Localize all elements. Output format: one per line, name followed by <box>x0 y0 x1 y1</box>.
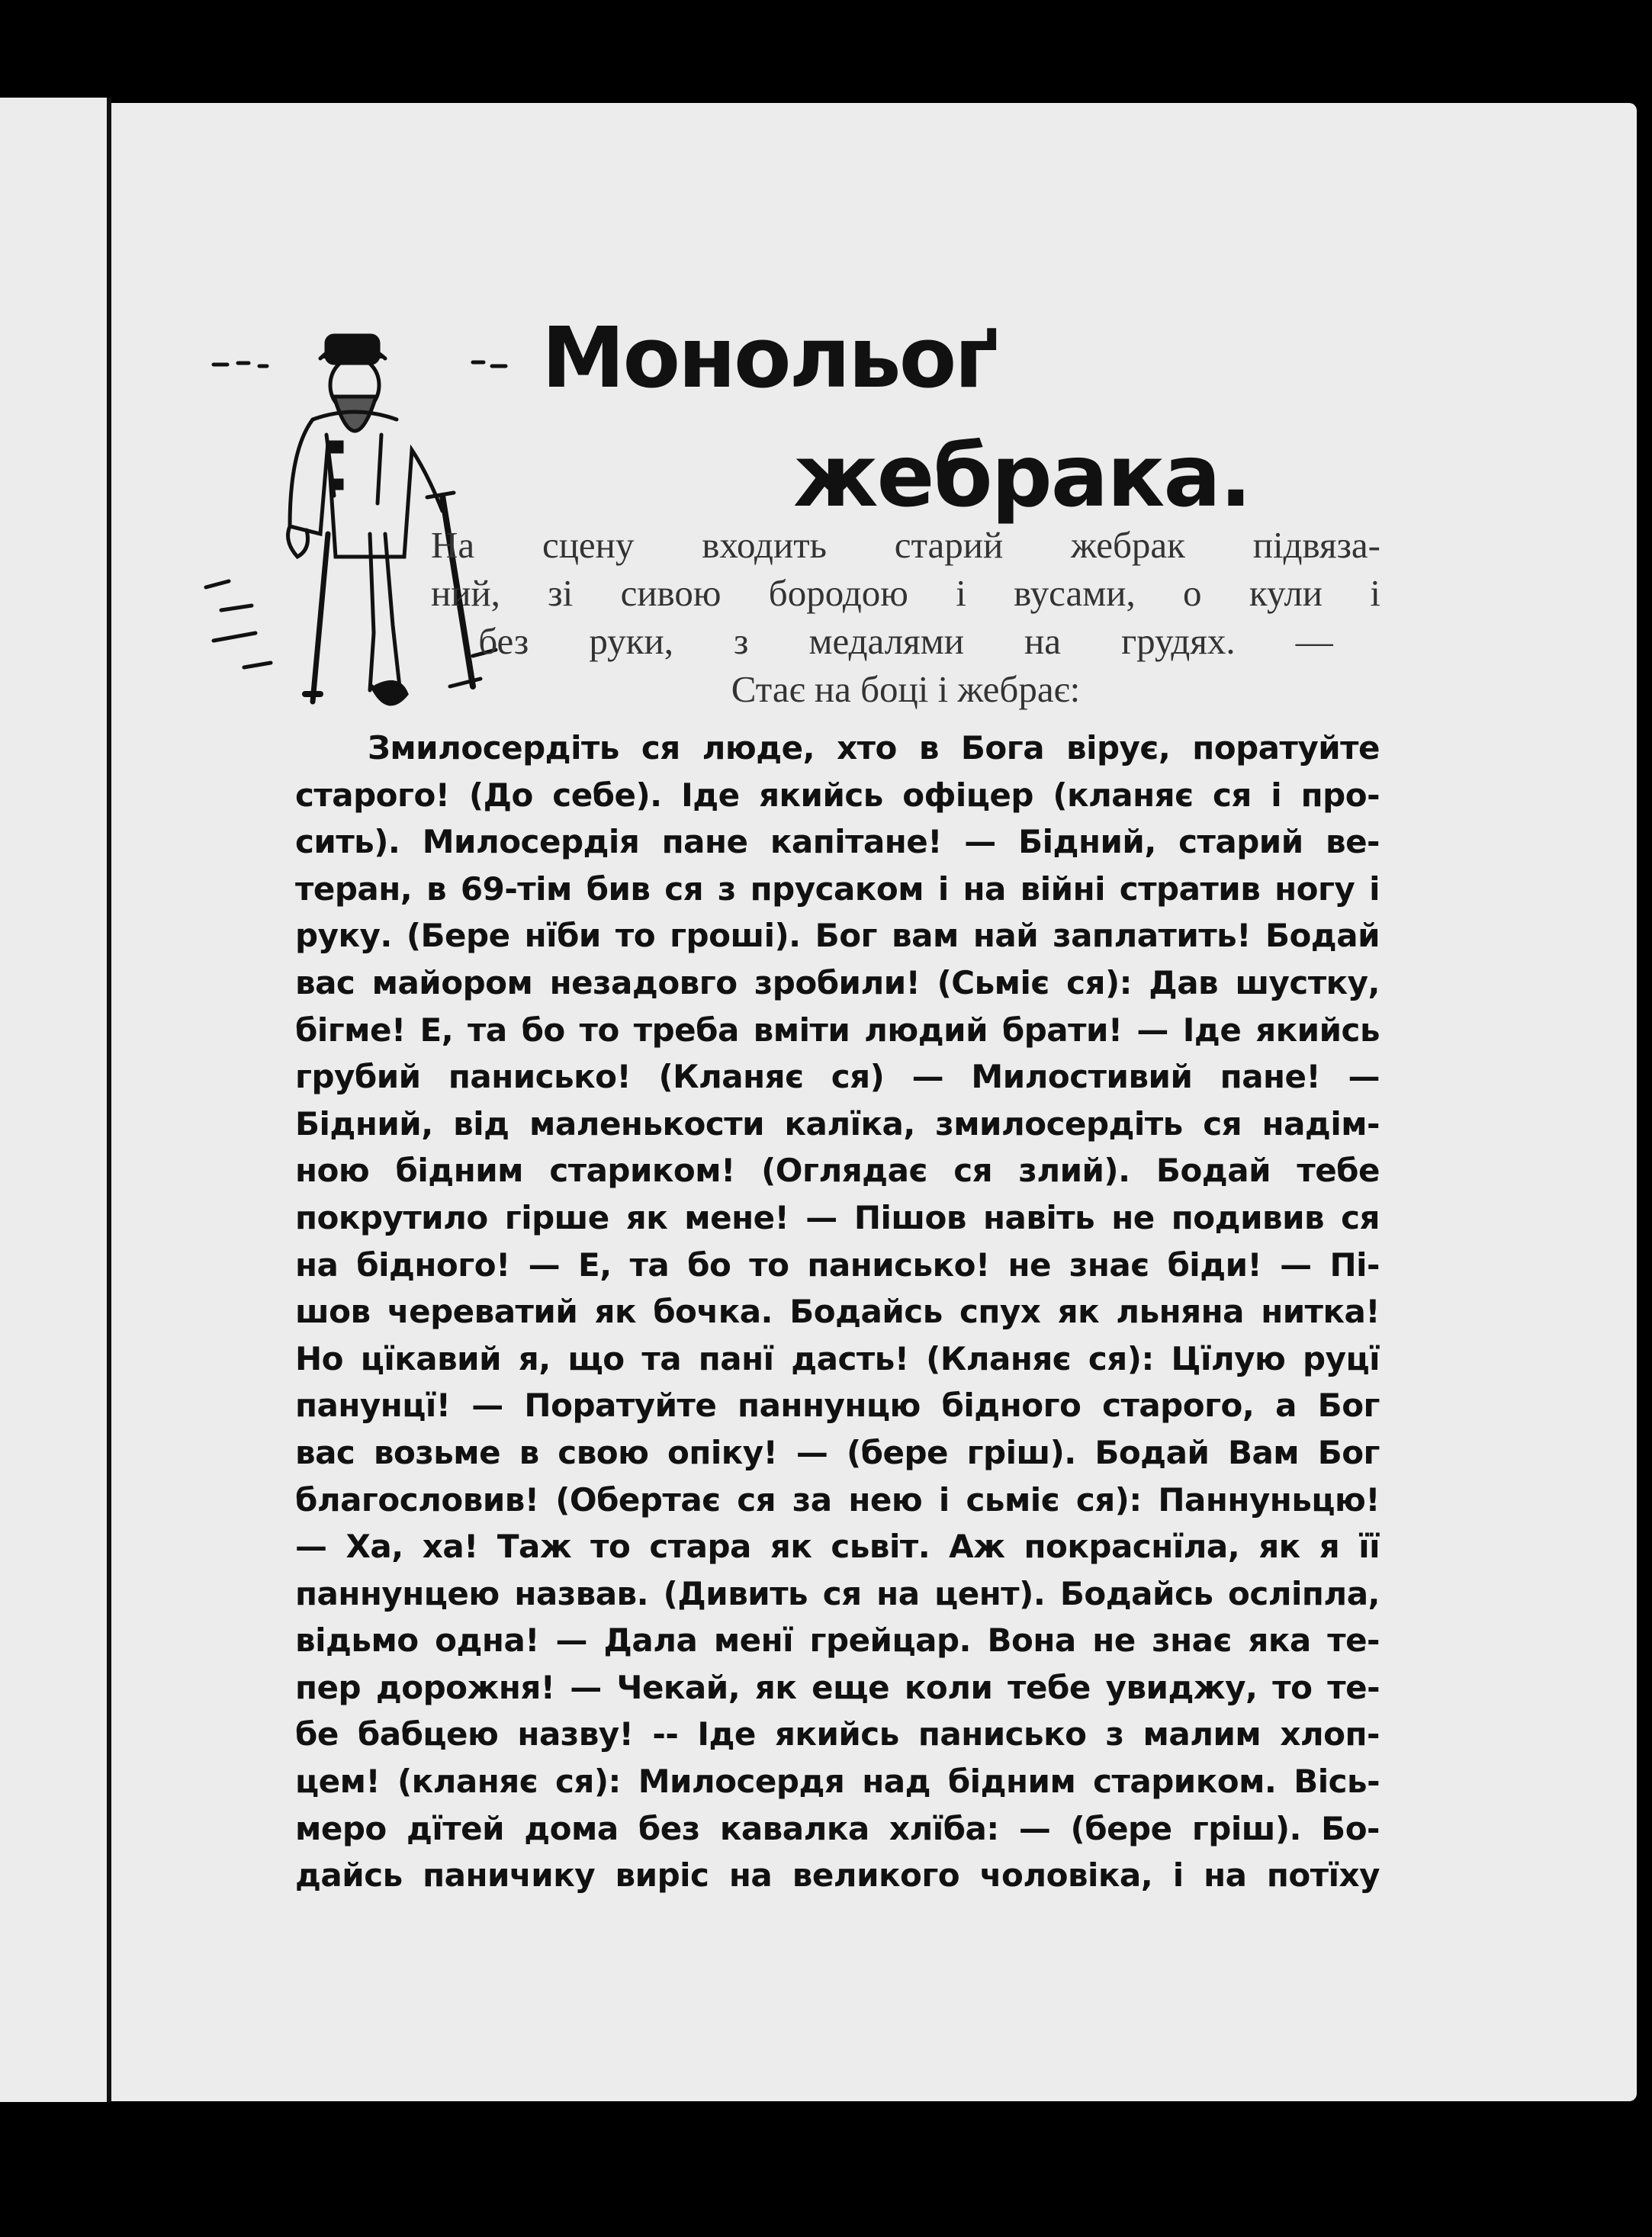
body-line: теран, в 69-тім бив ся з прусаком і на війні стратив ногу і <box>295 869 1380 908</box>
body-line: панунцї! — Поратуйте паннунцю бідного старого, а Бог <box>295 1387 1380 1425</box>
body-line: цем! (кланяє ся): Милосердя над бідним стариком. Вісь- <box>295 1763 1380 1801</box>
stage-direction-line: На сцену входить старий жебрак підвяза- <box>431 524 1380 566</box>
stage-direction-line: ний, зі сивою бородою і вусами, о кули і <box>431 572 1380 614</box>
body-line: руку. (Бере нїби то гроші). Бог вам най заплатить! Бодай <box>295 917 1380 955</box>
stage-direction <box>431 521 1380 713</box>
body-line: шов череватий як бочка. Бодайсь спух як льняна нитка! <box>295 1293 1380 1331</box>
body-line: пер дорожня! — Чекай, як еще коли тебе увиджу, то те- <box>295 1668 1380 1706</box>
body-line: покрутило гірше як мене! — Пішов навіть не подивив ся <box>295 1198 1380 1236</box>
body-line: благословив! (Обертає ся за нею і сьміє ся): Паннуньцю! <box>295 1480 1380 1519</box>
body-line: Бідний, від маленькости калїка, змилосердіть ся надім- <box>295 1104 1380 1143</box>
body-line: старого! (До себе). Іде якийсь офіцер (кланяє ся і про- <box>295 776 1380 814</box>
body-line: меро дїтей дома без кавалка хлїба: — (бере гріш). Бо- <box>295 1809 1380 1847</box>
body-line: — Ха, ха! Таж то стара як сьвіт. Аж покраснїла, як я її <box>295 1528 1380 1566</box>
stage-direction-line: без руки, з медалями на грудях. — <box>478 620 1333 662</box>
monologue-text <box>295 725 1380 1899</box>
stage-direction-line: Стає на боці і жебрає: <box>731 668 1081 710</box>
title-line-1: Монольоґ <box>542 309 996 407</box>
body-line: Змилосердіть ся люде, хто в Бога вірує, поратуйте <box>368 729 1380 767</box>
body-line: ною бідним стариком! (Оглядає ся злий). Бодай тебе <box>295 1152 1380 1190</box>
body-line: на бідного! — Е, та бо то панисько! не знає біди! — Пі- <box>295 1245 1380 1284</box>
body-line: бе бабцею назву! -- Іде якийсь панисько з малим хлоп- <box>295 1715 1380 1753</box>
body-line: дайсь паничику виріс на великого чоловіка, і на потїху <box>295 1856 1380 1895</box>
body-line: паннунцею назвав. (Дивить ся на цент). Бодайсь осліпла, <box>295 1574 1380 1612</box>
body-line: вас майором незадовго зробили! (Сьміє ся): Дав шустку, <box>295 963 1380 1001</box>
title-line-2: жебрака. <box>793 427 1251 526</box>
previous-page-edge <box>0 98 107 2102</box>
body-line: Но цїкавий я, що та панї дасть! (Кланяє ся): Цїлую руцї <box>295 1339 1380 1377</box>
body-line: сить). Милосердія пане капітане! — Бідний, старий ве- <box>295 823 1380 861</box>
body-line: бігме! Е, та бо то треба вміти людий брати! — Іде якийсь <box>295 1011 1380 1049</box>
body-line: вас возьме в свою опіку! — (бере гріш). Бодай Вам Бог <box>295 1433 1380 1471</box>
body-line: грубий панисько! (Кланяє ся) — Милостивий пане! — <box>295 1058 1380 1096</box>
body-line: відьмо одна! — Дала менї грейцар. Вона не знає яка те- <box>295 1622 1380 1660</box>
